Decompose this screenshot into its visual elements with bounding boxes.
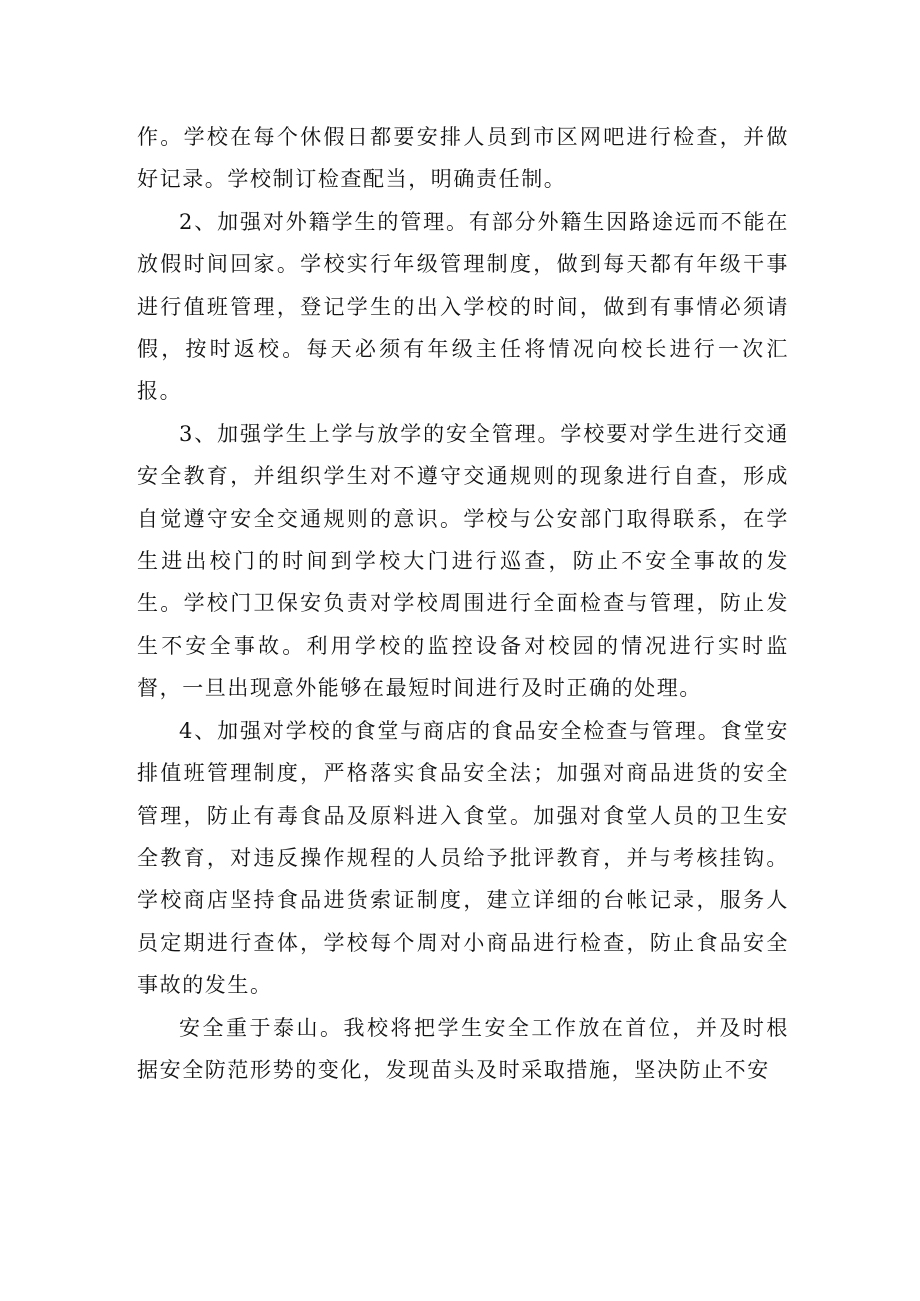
paragraph-food-safety: 4、加强对学校的食堂与商店的食品安全检查与管理。食堂安排值班管理制度，严格落实食品安全法；加强对商品进货的安全管理，防止有毒食品及原料进入食堂。加强对食堂人员的卫生安全教育，对违反操作规程的人员给予批评教育，并与考核挂钩。学校商店坚持食品进货索证制度，建立详细的台帐记录，服务人员定期进行查体，学校每个周对小商品进行检查，防止食品安全事故的发生。 xyxy=(137,718,789,998)
paragraph-foreign-students: 2、加强对外籍学生的管理。有部分外籍生因路途远而不能在放假时间回家。学校实行年级管理制度，做到每天都有年级干事进行值班管理，登记学生的出入学校的时间，做到有事情必须请假，按时返校。每天必须有年级主任将情况向校长进行一次汇报。 xyxy=(137,209,789,404)
paragraph-commute-safety: 3、加强学生上学与放学的安全管理。学校要对学生进行交通安全教育，并组织学生对不遵守交通规则的现象进行自查，形成自觉遵守安全交通规则的意识。学校与公安部门取得联系，在学生进出校门的时间到学校大门进行巡查，防止不安全事故的发生。学校门卫保安负责对学校周围进行全面检查与管理，防止发生不安全事故。利用学校的监控设备对校园的情况进行实时监督，一旦出现意外能够在最短时间进行及时正确的处理。 xyxy=(137,421,789,701)
document-body xyxy=(137,116,789,1091)
paragraph-continuation: 作。学校在每个休假日都要安排人员到市区网吧进行检查，并做好记录。学校制订检查配当，明确责任制。 xyxy=(137,125,789,192)
paragraph-conclusion: 安全重于泰山。我校将把学生安全工作放在首位，并及时根据安全防范形势的变化，发现苗头及时采取措施，坚决防止不安 xyxy=(137,1015,789,1082)
